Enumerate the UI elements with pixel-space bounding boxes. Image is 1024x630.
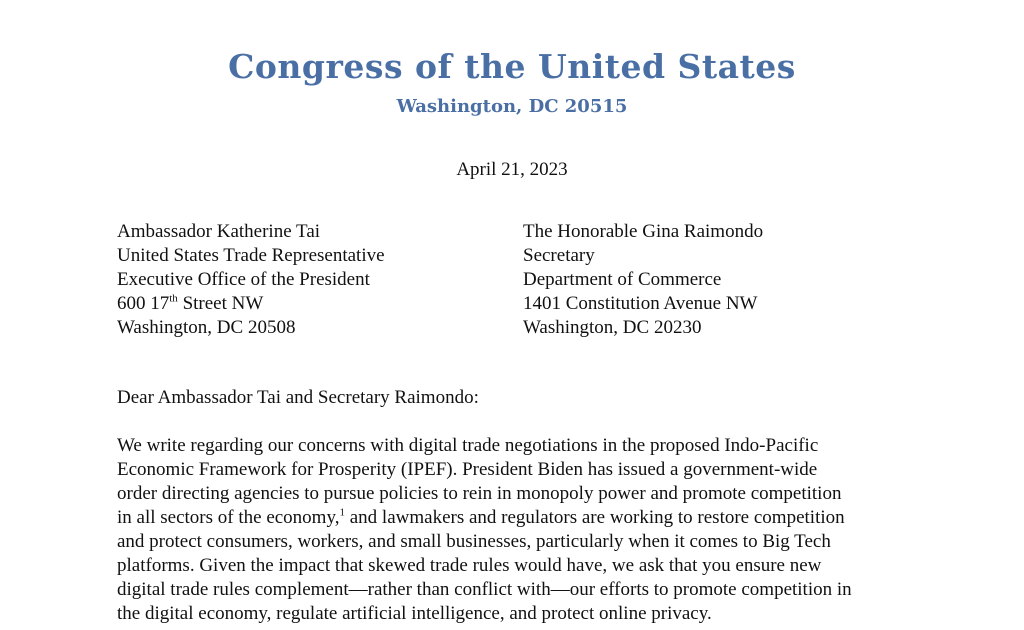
letterhead-title: Congress of the United States (228, 47, 796, 86)
recipient-address-right (523, 220, 763, 340)
letter-date: April 21, 2023 (456, 159, 568, 180)
recipient-office: Executive Office of the President (117, 269, 370, 290)
footnote-marker[interactable]: 1 (339, 506, 345, 519)
body-line (117, 506, 917, 530)
body-text: and lawmakers and regulators are working to restore competition (344, 507, 845, 528)
recipient-office: Department of Commerce (523, 269, 722, 290)
body-line: platforms. Given the impact that skewed trade rules would have, we ask that you ensure new (117, 555, 822, 576)
recipient-city: Washington, DC 20230 (523, 317, 702, 338)
recipient-city: Washington, DC 20508 (117, 317, 296, 338)
recipient-street: 1401 Constitution Avenue NW (523, 293, 758, 314)
body-line: order directing agencies to pursue policies to rein in monopoly power and promote competition (117, 483, 842, 504)
recipient-name: The Honorable Gina Raimondo (523, 221, 764, 242)
body-paragraph (117, 434, 917, 626)
street-number: 600 17 (117, 293, 170, 314)
recipient-title: Secretary (523, 245, 595, 266)
letterhead (0, 44, 1024, 120)
body-line: digital trade rules complement—rather than conflict with—our efforts to promote competition in (117, 579, 852, 600)
recipient-title: United States Trade Representative (117, 245, 385, 266)
recipient-address-left (117, 220, 385, 340)
salutation: Dear Ambassador Tai and Secretary Raimondo: (117, 387, 479, 408)
body-text: in all sectors of the economy, (117, 507, 340, 528)
recipient-street (117, 292, 385, 316)
street-ordinal-suffix: th (169, 292, 178, 305)
street-name: Street NW (177, 293, 264, 314)
recipient-name: Ambassador Katherine Tai (117, 221, 321, 242)
body-line: We write regarding our concerns with digital trade negotiations in the proposed Indo-Pacific (117, 435, 819, 456)
body-line: and protect consumers, workers, and small businesses, particularly when it comes to Big Tech (117, 531, 831, 552)
letterhead-subtitle: Washington, DC 20515 (396, 96, 628, 117)
body-line: the digital economy, regulate artificial intelligence, and protect online privacy. (117, 603, 712, 624)
body-line: Economic Framework for Prosperity (IPEF). President Biden has issued a government-wide (117, 459, 818, 480)
